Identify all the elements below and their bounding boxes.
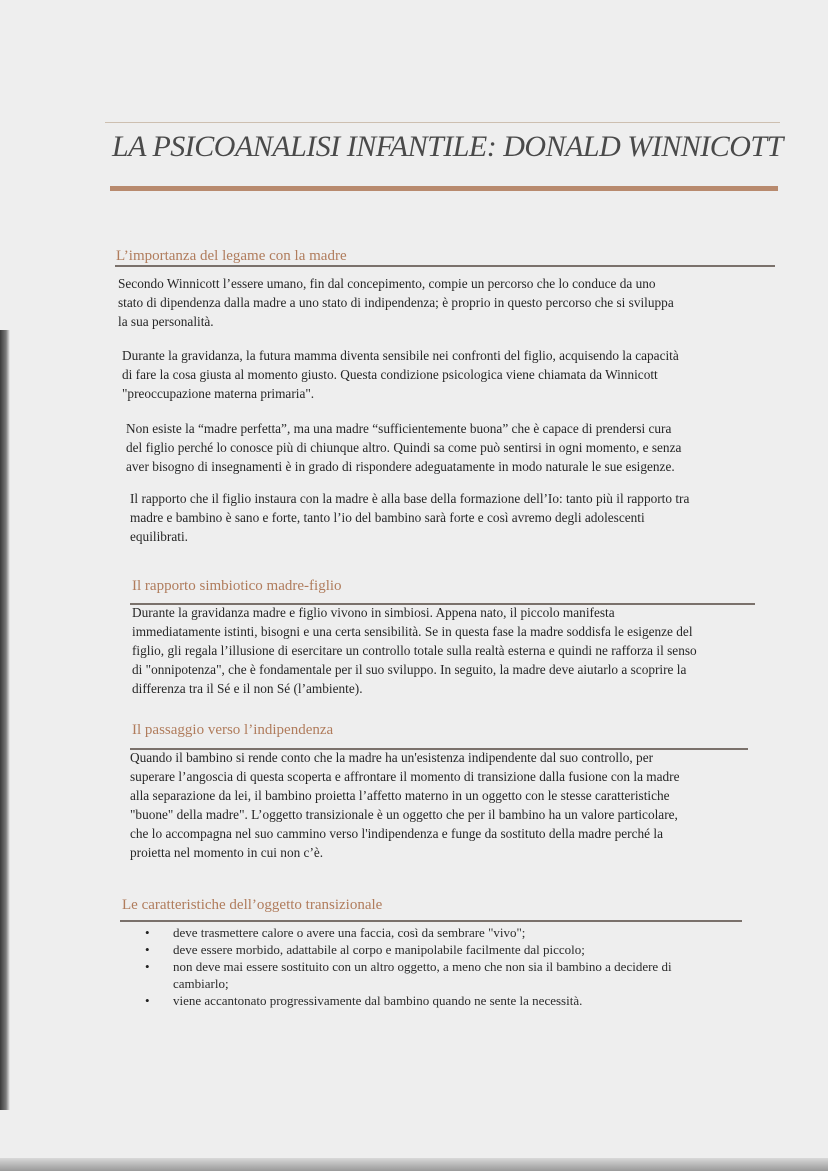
list-item: • deve trasmettere calore o avere una faccia, così da sembrare "vivo"; (145, 924, 765, 941)
section-heading-indipendenza: Il passaggio verso l’indipendenza (132, 722, 334, 738)
section-rule (120, 920, 742, 922)
paragraph: Secondo Winnicott l’essere umano, fin dal concepimento, compie un percorso che lo conduce da uno stato di dipendenza dalla madre a uno stato di indipendenza; è proprio in questo percorso che si sviluppa la sua personalità. (118, 276, 674, 329)
page-bottom-edge (0, 1158, 828, 1171)
top-rule (105, 122, 780, 123)
paragraph: Non esiste la “madre perfetta”, ma una madre “sufficientemente buona” che è capace di prendersi cura del figlio perché lo conosce più di chiunque altro. Quindi sa come può sentirsi in ogni momento, e senza aver bisogno di insegnamenti è in grado di rispondere adeguatamente in modo naturale le sue esigenze. (126, 421, 682, 474)
list-item: • non deve mai essere sostituito con un altro oggetto, a meno che non sia il bambino a decidere di cambiarlo; (145, 958, 765, 992)
bullet-list (145, 924, 765, 1009)
list-item: • viene accantonato progressivamente dal bambino quando ne sente la necessità. (145, 992, 765, 1009)
list-item: • deve essere morbido, adattabile al corpo e manipolabile facilmente dal piccolo; (145, 941, 765, 958)
binding-shadow (0, 330, 10, 1110)
section-rule (115, 265, 775, 267)
section-heading-legame: L’importanza del legame con la madre (116, 248, 347, 264)
section-heading-caratteristiche: Le caratteristiche dell’oggetto transizionale (122, 897, 383, 913)
paragraph: Durante la gravidanza, la futura mamma diventa sensibile nei confronti del figlio, acquisendo la capacità di fare la cosa giusta al momento giusto. Questa condizione psicologica viene chiamata da Winnicott "preoccupazione materna primaria". (122, 348, 679, 401)
page-title: LA PSICOANALISI INFANTILE: DONALD WINNICOTT (112, 130, 783, 163)
section-heading-simbiotico: Il rapporto simbiotico madre-figlio (132, 578, 342, 594)
title-rule (110, 186, 778, 191)
paragraph: Il rapporto che il figlio instaura con la madre è alla base della formazione dell’Io: tanto più il rapporto tra madre e bambino è sano e forte, tanto l’io del bambino sarà forte e così avremo degli adolescenti equilibrati. (130, 491, 690, 544)
paragraph: Durante la gravidanza madre e figlio vivono in simbiosi. Appena nato, il piccolo manifesta immediatamente istinti, bisogni e una certa sensibilità. Se in questa fase la madre soddisfa le esigenze del figlio, gli regala l’illusione di esercitare un controllo totale sulla realtà esterna e quindi ne rafforza il senso di "onnipotenza", che è fondamentale per il suo sviluppo. In seguito, la madre deve aiutarlo a scoprire la differenza tra il Sé e il non Sé (l’ambiente). (132, 605, 697, 696)
paragraph: Quando il bambino si rende conto che la madre ha un'esistenza indipendente dal suo controllo, per superare l’angoscia di questa scoperta e affrontare il momento di transizione dalla fusione con la madre alla separazione da lei, il bambino proietta l’affetto materno in un oggetto con le stesse caratteristiche "buone" della madre". L’oggetto transizionale è un oggetto che per il bambino ha un valore particolare, che lo accompagna nel suo cammino verso l'indipendenza e funge da sostituto della madre perché la proietta nel momento in cui non c’è. (130, 750, 680, 860)
